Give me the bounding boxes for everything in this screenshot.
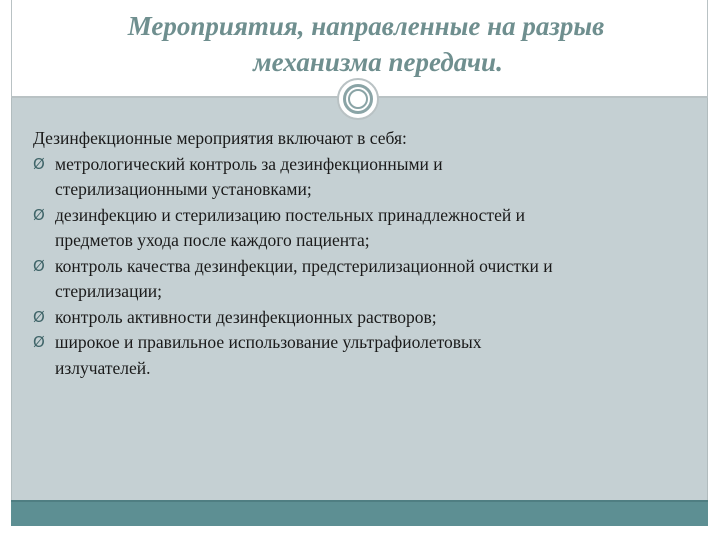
body-text — [33, 126, 698, 381]
list-item-line: широкое и правильное использование ультрафиолетовых — [55, 332, 482, 352]
list-item-line: дезинфекцию и стерилизацию постельных принадлежностей и — [55, 204, 525, 225]
title-line-2: механизма передачи. — [253, 47, 503, 77]
list-item-line: метрологический контроль за дезинфекционными и — [55, 153, 443, 174]
footer-bar — [11, 500, 708, 526]
arrow-bullet-icon: Ø — [33, 333, 45, 351]
intro-text: Дезинфекционные мероприятия включают в себя: — [33, 128, 407, 148]
arrow-bullet-icon: Ø — [33, 307, 45, 326]
list-item — [33, 203, 698, 254]
list-item — [33, 305, 698, 331]
arrow-bullet-icon: Ø — [33, 205, 45, 224]
list-item-line: контроль активности дезинфекционных растворов; — [55, 306, 437, 327]
slide-title — [0, 8, 720, 80]
list-item-line: контроль качества дезинфекции, предстерилизационной очистки и — [55, 255, 553, 276]
list-item — [33, 152, 698, 203]
bullet-list — [33, 152, 698, 382]
title-line-1: Мероприятия, направленные на разрыв — [127, 11, 605, 41]
list-item-line: излучателей. — [55, 357, 151, 378]
arrow-bullet-icon: Ø — [33, 154, 45, 173]
list-item — [33, 330, 698, 381]
arrow-bullet-icon: Ø — [33, 256, 45, 275]
list-item-line: стерилизационными установками; — [55, 179, 312, 199]
list-item — [33, 254, 698, 305]
list-item-line: стерилизации; — [55, 281, 163, 301]
circle-ornament-icon — [337, 78, 379, 120]
list-item-line: предметов ухода после каждого пациента; — [55, 230, 370, 250]
